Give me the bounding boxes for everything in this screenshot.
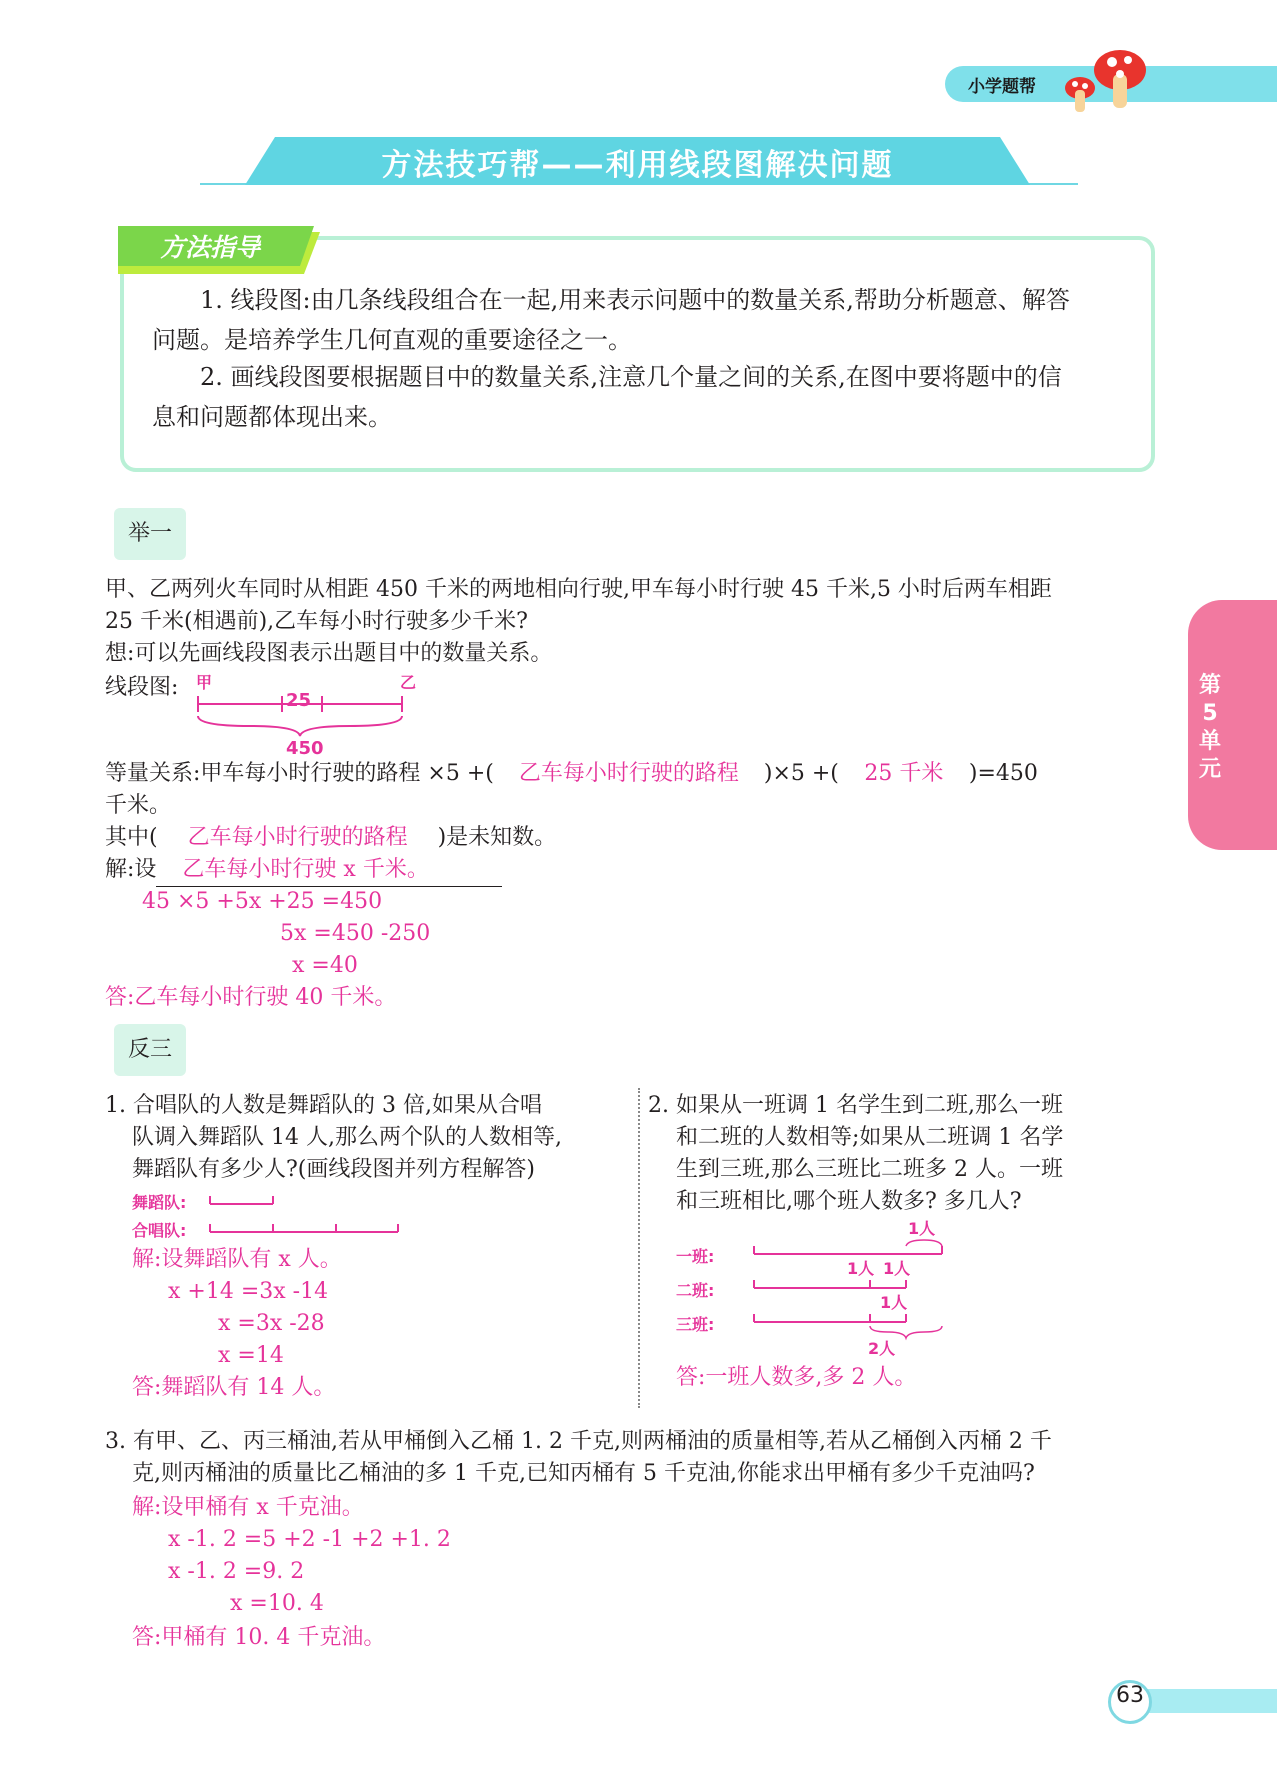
- p3-question-2: 克,则丙桶油的质量比乙桶油的多 1 千克,已知丙桶有 5 千克油,你能求出甲桶有多少千克油吗?: [132, 1461, 1035, 1486]
- example-answer: 答:乙车每小时行驶 40 千米。: [105, 985, 397, 1010]
- p3-answer: 答:甲桶有 10. 4 千克油。: [132, 1625, 386, 1650]
- p3-step-4: x =10. 4: [230, 1591, 324, 1616]
- p2-tag-low: 1人: [880, 1293, 908, 1312]
- guide-line-1b: 问题。是培养学生几何直观的重要途径之一。: [152, 326, 632, 354]
- guide-line-2b: 息和问题都体现出来。: [152, 403, 392, 431]
- diagram-total-value: 450: [286, 738, 324, 757]
- brand-name: 小学题帮: [968, 77, 1036, 97]
- p2-tag-bottom: 2人: [868, 1339, 896, 1358]
- p1-step-4: x =14: [218, 1343, 284, 1368]
- page-number: 63: [1108, 1680, 1152, 1724]
- p1-label-choir: 合唱队:: [132, 1221, 187, 1240]
- p1-label-dance: 舞蹈队:: [132, 1193, 187, 1212]
- equation-end: )=450: [968, 761, 1038, 786]
- p3-question-1: 3. 有甲、乙、丙三桶油,若从甲桶倒入乙桶 1. 2 千克,则两桶油的质量相等,若从乙桶倒入丙桶 2 千: [105, 1429, 1052, 1454]
- equation-prefix: 等量关系:甲车每小时行驶的路程 ×5 +(: [105, 761, 494, 786]
- page-number-bar: [1138, 1689, 1277, 1713]
- diagram-label-yi: 乙: [400, 673, 417, 692]
- p2-question-1: 2. 如果从一班调 1 名学生到二班,那么一班: [648, 1093, 1063, 1118]
- p2-question-3: 生到三班,那么三班比二班多 2 人。一班: [676, 1157, 1063, 1182]
- p2-tag-top: 1人: [908, 1219, 936, 1238]
- example-step-3: x =40: [292, 953, 358, 978]
- example-line-diagram: [190, 672, 420, 757]
- p2-answer: 答:一班人数多,多 2 人。: [676, 1365, 917, 1390]
- p1-step-3: x =3x -28: [218, 1311, 325, 1336]
- p3-step-1: 解:设甲桶有 x 千克油。: [132, 1495, 364, 1520]
- diagram-label: 线段图:: [105, 675, 179, 700]
- unknown-suffix: )是未知数。: [437, 825, 557, 850]
- method-guide-label: 方法指导: [160, 233, 261, 262]
- equation-blank-1: 乙车每小时行驶的路程: [518, 761, 739, 786]
- solve-prefix: 解:设: [105, 857, 157, 882]
- example-tag: 举一: [114, 508, 186, 560]
- guide-line-2a: 2. 画线段图要根据题目中的数量关系,注意几个量之间的关系,在图中要将题中的信: [200, 363, 1062, 391]
- p2-label-class3: 三班:: [676, 1315, 715, 1334]
- unknown-prefix: 其中(: [105, 825, 158, 850]
- example-think: 想:可以先画线段图表示出题目中的数量关系。: [105, 641, 553, 666]
- solve-line: [105, 854, 502, 887]
- diagram-label-jia: 甲: [196, 673, 213, 692]
- unknown-blank: 乙车每小时行驶的路程: [187, 825, 408, 850]
- p3-step-3: x -1. 2 =9. 2: [168, 1559, 305, 1584]
- p1-step-2: x +14 =3x -14: [168, 1279, 329, 1304]
- example-question-2: 25 千米(相遇前),乙车每小时行驶多少千米?: [105, 609, 528, 634]
- unit-label: 第5单元: [1198, 673, 1221, 782]
- example-step-1: 45 ×5 +5x +25 =450: [142, 889, 383, 914]
- p2-tag-mid-a: 1人: [847, 1259, 875, 1278]
- mushroom-icon: [1060, 44, 1150, 116]
- equation-line: [105, 758, 1175, 790]
- p1-line-diagram: [208, 1190, 408, 1240]
- p2-line-diagram: [750, 1218, 950, 1358]
- equation-line-2: 千米。: [105, 793, 172, 818]
- guide-line-1a: 1. 线段图:由几条线段组合在一起,用来表示问题中的数量关系,帮助分析题意、解答: [200, 286, 1070, 314]
- diagram-gap-value: 25: [286, 690, 312, 711]
- p1-answer: 答:舞蹈队有 14 人。: [132, 1375, 336, 1400]
- example-question-1: 甲、乙两列火车同时从相距 450 千米的两地相向行驶,甲车每小时行驶 45 千米,5 小时后两车相距: [105, 577, 1052, 602]
- p1-question-3: 舞蹈队有多少人?(画线段图并列方程解答): [132, 1157, 535, 1182]
- p2-label-class2: 二班:: [676, 1281, 715, 1300]
- p3-step-2: x -1. 2 =5 +2 -1 +2 +1. 2: [168, 1527, 451, 1552]
- p2-question-2: 和二班的人数相等;如果从二班调 1 名学: [676, 1125, 1064, 1150]
- p2-tag-mid-b: 1人: [883, 1259, 911, 1278]
- p2-label-class1: 一班:: [676, 1247, 715, 1266]
- page-title: 方法技巧帮——利用线段图解决问题: [381, 148, 894, 183]
- p1-step-1: 解:设舞蹈队有 x 人。: [132, 1247, 342, 1272]
- p1-question-1: 1. 合唱队的人数是舞蹈队的 3 倍,如果从合唱: [105, 1093, 542, 1118]
- practice-tag: 反三: [114, 1024, 186, 1076]
- equation-mid: )×5 +(: [763, 761, 839, 786]
- p2-question-4: 和三班相比,哪个班人数多? 多几人?: [676, 1189, 1022, 1214]
- column-divider: [638, 1088, 640, 1408]
- example-step-2: 5x =450 -250: [280, 921, 431, 946]
- equation-blank-2: 25 千米: [864, 761, 944, 786]
- unknown-line: [105, 822, 556, 854]
- solve-let: 乙车每小时行驶 x 千米。: [156, 854, 502, 887]
- p1-question-2: 队调入舞蹈队 14 人,那么两个队的人数相等,: [132, 1125, 562, 1150]
